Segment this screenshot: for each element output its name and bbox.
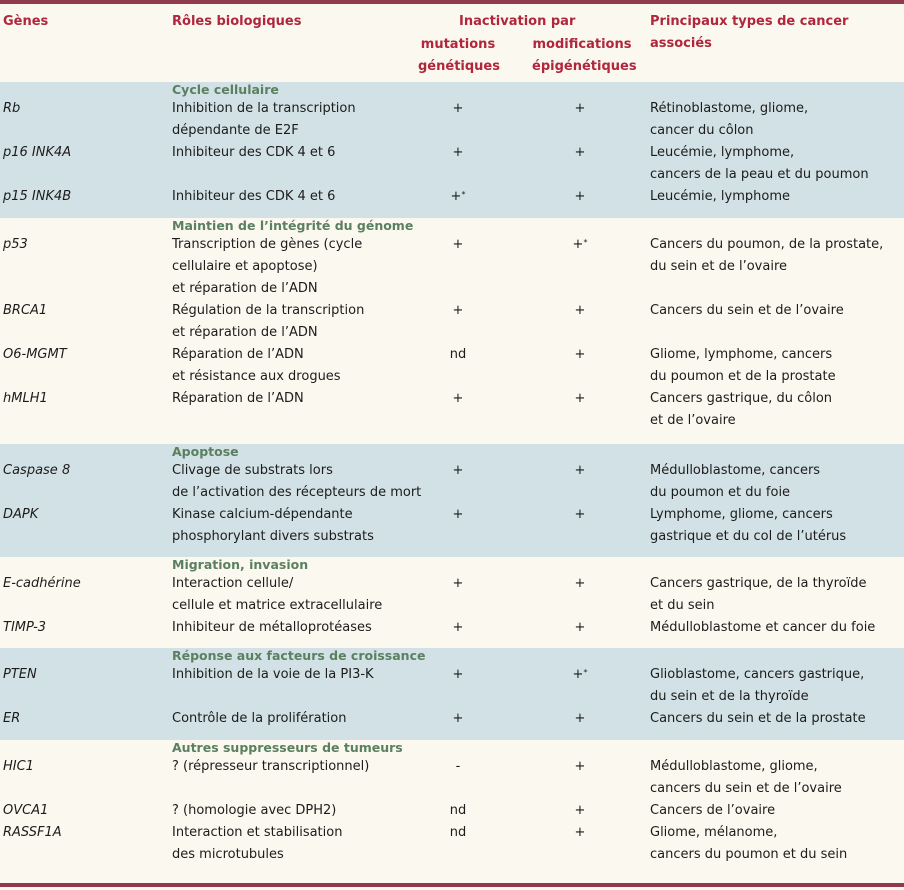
epigenetic-value: + [574,620,586,635]
biological-role [172,756,422,778]
biological-role-line: Régulation de la transcription [172,303,365,318]
associated-cancers-line: Glioblastome, cancers gastrique, [650,667,865,682]
epigenetic-value: + [574,347,586,362]
gene-name: p16 INK4A [3,145,72,160]
biological-role [172,234,422,300]
mutation-status [418,186,498,208]
epigenetic-status [540,504,620,526]
biological-role-line: Kinase calcium-dépendante [172,507,353,522]
section-title: Migration, invasion [172,557,309,572]
biological-role-line: Interaction cellule/ [172,576,294,591]
epigenetic-value: + [574,189,586,204]
associated-cancers [650,756,900,800]
header-inactivation: Inactivation par [459,14,576,29]
associated-cancers-line: cancer du côlon [650,123,754,138]
header-roles: Rôles biologiques [172,14,302,29]
mutation-value: nd [449,347,467,362]
associated-cancers [650,664,900,708]
biological-role [172,504,422,548]
biological-role-line: ? (homologie avec DPH2) [172,803,337,818]
footnote-asterisk: * [583,238,588,247]
associated-cancers-line: du poumon et du foie [650,485,791,500]
biological-role-line: dépendante de E2F [172,123,299,138]
biological-role-line: ? (répresseur transcriptionnel) [172,759,370,774]
gene-name: p15 INK4B [3,189,72,204]
associated-cancers-line: Leucémie, lymphome, [650,145,795,160]
biological-role-line: Inhibiteur des CDK 4 et 6 [172,145,336,160]
associated-cancers-line: et du sein [650,598,715,613]
biological-role-line: Interaction et stabilisation [172,825,343,840]
gene-name: BRCA1 [3,303,48,318]
mutation-status [418,460,498,482]
associated-cancers-line: Cancers de l’ovaire [650,803,776,818]
mutation-value: + [452,507,464,522]
mutation-status [418,142,498,164]
mutation-value: + [450,189,462,204]
biological-role [172,186,422,208]
header-genes: Gènes [3,14,49,29]
associated-cancers-line: Gliome, lymphome, cancers [650,347,833,362]
mutation-value: + [452,576,464,591]
mutation-status [418,388,498,410]
footnote-asterisk: * [583,668,588,677]
associated-cancers-line: Lymphome, gliome, cancers [650,507,833,522]
associated-cancers-line: du sein et de la thyroïde [650,689,809,704]
associated-cancers-line: Médulloblastome, gliome, [650,759,818,774]
mutation-value: + [452,303,464,318]
associated-cancers-line: Cancers du sein et de l’ovaire [650,303,844,318]
mutation-value: + [452,391,464,406]
mutation-status [418,664,498,686]
table-header [0,4,904,82]
biological-role-line: et réparation de l’ADN [172,325,318,340]
epigenetic-status [540,388,620,410]
biological-role [172,708,422,730]
mutation-status [418,617,498,639]
biological-role-line: des microtubules [172,847,284,862]
mutation-value: nd [449,825,467,840]
mutation-value: + [452,667,464,682]
biological-role-line: et résistance aux drogues [172,369,341,384]
gene-name: hMLH1 [3,391,48,406]
associated-cancers [650,617,900,639]
gene-name: DAPK [3,507,39,522]
footnote-asterisk: * [461,190,466,199]
biological-role-line: Inhibiteur de métalloprotéases [172,620,372,635]
epigenetic-status [540,234,620,256]
associated-cancers-line: gastrique et du col de l’utérus [650,529,847,544]
gene-name: O6-MGMT [3,347,67,362]
epigenetic-value: + [574,303,586,318]
section-title: Autres suppresseurs de tumeurs [172,740,403,755]
gene-name: E-cadhérine [3,576,81,591]
associated-cancers-line: du sein et de l’ovaire [650,259,788,274]
mutation-value: - [455,759,461,774]
section-title: Réponse aux facteurs de croissance [172,648,426,663]
header-modifications-line1: modifications [532,37,632,52]
biological-role-line: Inhibition de la transcription [172,101,356,116]
epigenetic-value: + [572,237,584,252]
associated-cancers-line: du poumon et de la prostate [650,369,836,384]
epigenetic-status [540,344,620,366]
mutation-status [418,822,498,844]
mutation-value: nd [449,803,467,818]
biological-role [172,617,422,639]
gene-name: RASSF1A [3,825,62,840]
header-cancers: Principaux types de cancer associés [650,14,849,51]
gene-name: TIMP-3 [3,620,47,635]
biological-role-line: et réparation de l’ADN [172,281,318,296]
biological-role-line: cellulaire et apoptose) [172,259,318,274]
associated-cancers-line: Cancers du poumon, de la prostate, [650,237,884,252]
associated-cancers [650,504,900,548]
header-mutations [418,34,498,78]
epigenetic-status [540,800,620,822]
associated-cancers [650,708,900,730]
biological-role [172,388,422,410]
biological-role-line: phosphorylant divers substrats [172,529,374,544]
associated-cancers [650,800,900,822]
bottom-rule [0,883,904,887]
epigenetic-status [540,756,620,778]
biological-role [172,300,422,344]
associated-cancers-line: Gliome, mélanome, [650,825,778,840]
associated-cancers-line: Leucémie, lymphome [650,189,791,204]
mutation-value: + [452,101,464,116]
biological-role-line: Transcription de gènes (cycle [172,237,363,252]
epigenetic-value: + [574,101,586,116]
associated-cancers [650,344,900,388]
gene-name: Rb [3,101,21,116]
epigenetic-value: + [574,576,586,591]
gene-name: p53 [3,237,28,252]
epigenetic-status [540,300,620,322]
header-modifications-line2: épigénétiques [532,59,637,74]
epigenetic-status [540,617,620,639]
epigenetic-value: + [574,759,586,774]
biological-role [172,98,422,142]
biological-role-line: Clivage de substrats lors [172,463,333,478]
associated-cancers-line: et de l’ovaire [650,413,736,428]
epigenetic-value: + [574,391,586,406]
biological-role-line: cellule et matrice extracellulaire [172,598,383,613]
associated-cancers-line: Médulloblastome et cancer du foie [650,620,876,635]
mutation-status [418,800,498,822]
epigenetic-value: + [572,667,584,682]
associated-cancers [650,234,900,278]
gene-name: OVCA1 [3,803,49,818]
gene-name: HIC1 [3,759,34,774]
epigenetic-value: + [574,825,586,840]
associated-cancers [650,142,900,186]
epigenetic-status [540,186,620,208]
biological-role [172,142,422,164]
epigenetic-status [540,573,620,595]
epigenetic-status [540,664,620,686]
header-mutations-line2: génétiques [418,59,500,74]
associated-cancers [650,460,900,504]
associated-cancers [650,300,900,322]
mutation-status [418,344,498,366]
associated-cancers-line: Médulloblastome, cancers [650,463,821,478]
gene-name: Caspase 8 [3,463,71,478]
associated-cancers-line: Rétinoblastome, gliome, [650,101,809,116]
epigenetic-value: + [574,711,586,726]
section-title: Cycle cellulaire [172,82,279,97]
mutation-status [418,234,498,256]
epigenetic-status [540,98,620,120]
epigenetic-value: + [574,507,586,522]
mutation-value: + [452,145,464,160]
biological-role-line: Réparation de l’ADN [172,347,304,362]
header-modifications [532,34,637,78]
mutation-value: + [452,237,464,252]
mutation-status [418,98,498,120]
epigenetic-status [540,822,620,844]
gene-name: ER [3,711,21,726]
mutation-status [418,708,498,730]
biological-role [172,664,422,686]
epigenetic-value: + [574,145,586,160]
mutation-status [418,504,498,526]
biological-role-line: Réparation de l’ADN [172,391,304,406]
mutation-value: + [452,711,464,726]
mutation-value: + [452,620,464,635]
section-title: Apoptose [172,444,239,459]
biological-role-line: Contrôle de la prolifération [172,711,347,726]
epigenetic-status [540,142,620,164]
biological-role [172,800,422,822]
associated-cancers [650,98,900,142]
mutation-status [418,300,498,322]
biological-role-line: Inhibition de la voie de la PI3-K [172,667,374,682]
biological-role [172,573,422,617]
associated-cancers [650,186,900,208]
associated-cancers-line: cancers de la peau et du poumon [650,167,869,182]
biological-role-line: de l’activation des récepteurs de mort [172,485,422,500]
mutation-value: + [452,463,464,478]
section-title: Maintien de l’intégrité du génome [172,218,414,233]
epigenetic-value: + [574,463,586,478]
gene-name: PTEN [3,667,37,682]
associated-cancers [650,388,900,432]
associated-cancers-line: cancers du poumon et du sein [650,847,848,862]
biological-role-line: Inhibiteur des CDK 4 et 6 [172,189,336,204]
biological-role [172,822,422,866]
associated-cancers-line: Cancers gastrique, du côlon [650,391,833,406]
associated-cancers [650,573,900,617]
mutation-status [418,756,498,778]
biological-role [172,344,422,388]
epigenetic-status [540,460,620,482]
associated-cancers-line: Cancers du sein et de la prostate [650,711,866,726]
biological-role [172,460,422,504]
epigenetic-value: + [574,803,586,818]
mutation-status [418,573,498,595]
associated-cancers [650,822,900,866]
header-mutations-line1: mutations [420,37,496,52]
epigenetic-status [540,708,620,730]
associated-cancers-line: Cancers gastrique, de la thyroïde [650,576,867,591]
associated-cancers-line: cancers du sein et de l’ovaire [650,781,842,796]
